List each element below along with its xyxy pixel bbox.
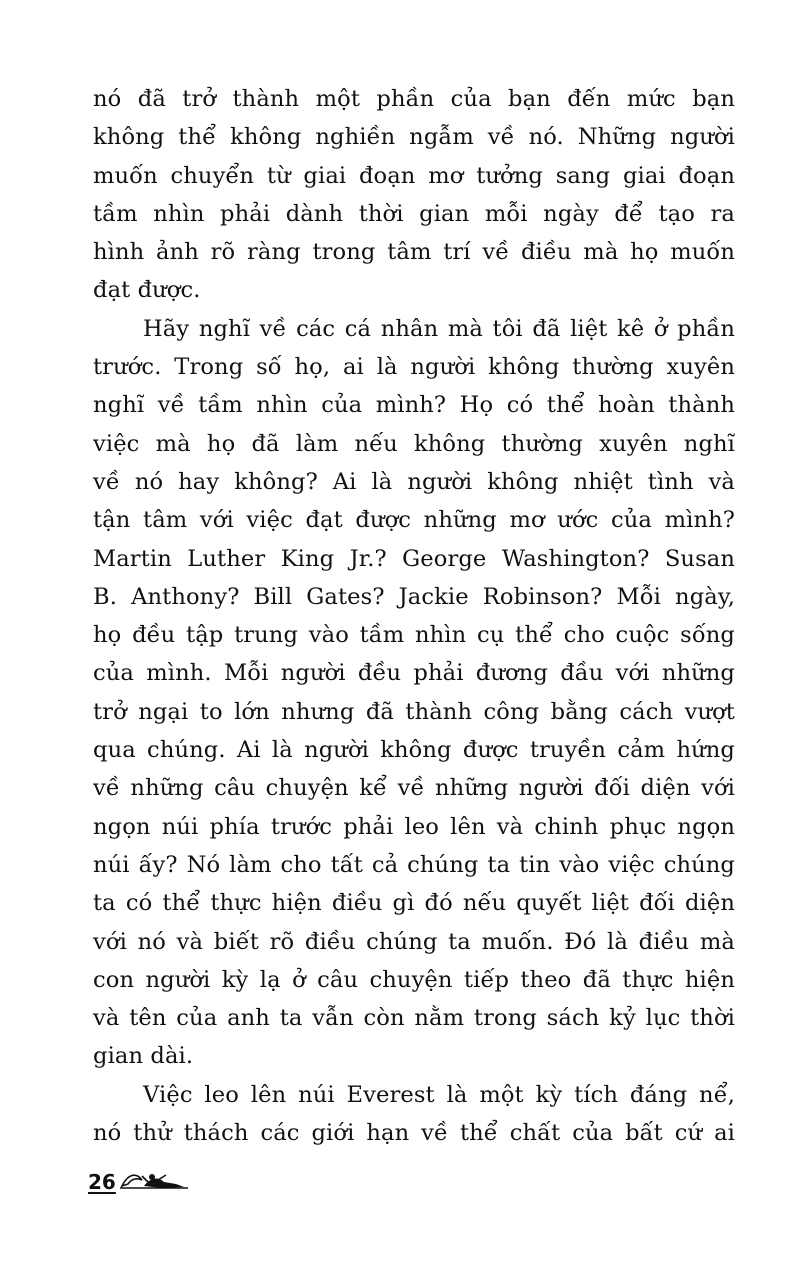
text-line: nó thử thách các giới hạn về thể chất của bất cứ ai [93, 1120, 735, 1147]
text-line: nghĩ về tầm nhìn của mình? Họ có thể hoàn thành [93, 392, 735, 419]
text-line: Martin Luther King Jr.? George Washington? Susan [93, 545, 735, 572]
text-line: Hãy nghĩ về các cá nhân mà tôi đã liệt kê ở phần [143, 315, 735, 342]
page-body [93, 80, 735, 1152]
text-line: về những câu chuyện kể về những người đối diện với [93, 775, 735, 802]
text-line: về nó hay không? Ai là người không nhiệt tình và [93, 468, 735, 495]
text-line: B. Anthony? Bill Gates? Jackie Robinson? Mỗi ngày, [93, 583, 735, 610]
text-line: của mình. Mỗi người đều phải đương đầu với những [93, 660, 735, 687]
text-line: không thể không nghiền ngẫm về nó. Những người [93, 124, 735, 151]
paragraph-1 [93, 80, 735, 310]
text-line: việc mà họ đã làm nếu không thường xuyên nghĩ [93, 430, 735, 457]
page-footer [88, 1160, 208, 1200]
paragraph-2 [93, 310, 735, 1076]
text-line: trước. Trong số họ, ai là người không thường xuyên [93, 354, 735, 381]
climber-ornament-icon [118, 1166, 193, 1196]
page-number: 26 [88, 1170, 116, 1194]
text-line: gian dài. [93, 1043, 194, 1070]
text-line: và tên của anh ta vẫn còn nằm trong sách kỷ lục thời [93, 1005, 735, 1032]
text-line: tận tâm với việc đạt được những mơ ước của mình? [93, 507, 735, 534]
text-line: nó đã trở thành một phần của bạn đến mức bạn [93, 86, 735, 112]
text-line: núi ấy? Nó làm cho tất cả chúng ta tin vào việc chúng [93, 851, 735, 878]
paragraph-3 [93, 1076, 735, 1153]
text-line: đạt được. [93, 277, 201, 304]
text-line: trở ngại to lớn nhưng đã thành công bằng cách vượt [93, 698, 735, 725]
text-line: với nó và biết rõ điều chúng ta muốn. Đó là điều mà [93, 928, 735, 955]
text-line: ta có thể thực hiện điều gì đó nếu quyết liệt đối diện [93, 890, 735, 917]
text-line: muốn chuyển từ giai đoạn mơ tưởng sang giai đoạn [93, 162, 735, 189]
text-line: ngọn núi phía trước phải leo lên và chinh phục ngọn [93, 813, 735, 840]
text-line: Việc leo lên núi Everest là một kỳ tích đáng nể, [143, 1081, 735, 1108]
text-line: con người kỳ lạ ở câu chuyện tiếp theo đã thực hiện [93, 966, 735, 993]
text-line: tầm nhìn phải dành thời gian mỗi ngày để tạo ra [93, 200, 735, 227]
text-line: họ đều tập trung vào tầm nhìn cụ thể cho cuộc sống [93, 622, 735, 649]
text-line: qua chúng. Ai là người không được truyền cảm hứng [93, 737, 735, 764]
text-line: hình ảnh rõ ràng trong tâm trí về điều mà họ muốn [93, 239, 735, 266]
